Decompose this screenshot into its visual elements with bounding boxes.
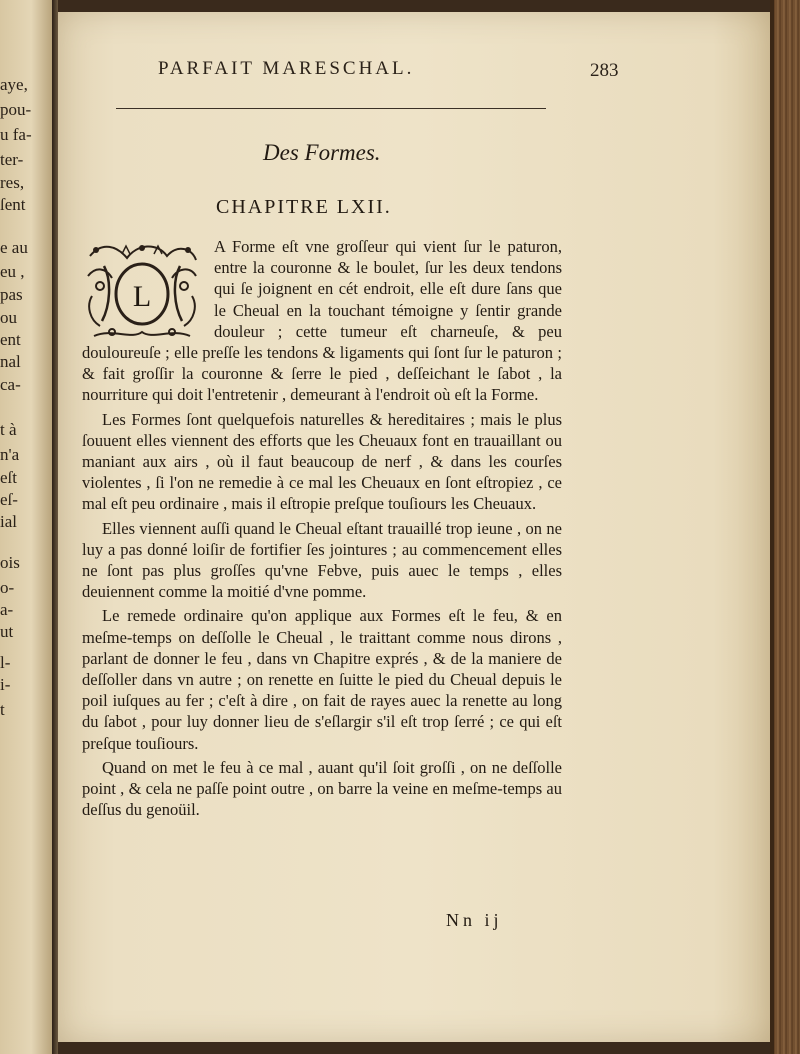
facing-page-fragment: t à (0, 420, 17, 439)
page-number: 283 (590, 60, 619, 81)
facing-page-fragment: pou- (0, 100, 32, 119)
facing-page-fragment: t (0, 700, 5, 719)
page-fore-edge (770, 0, 800, 1054)
signature-mark: Nn ij (446, 910, 503, 930)
facing-page-fragment: ſent (0, 195, 26, 214)
facing-page-edge (0, 0, 54, 1054)
facing-page-fragment: ent (0, 330, 21, 349)
paragraph-1: A Forme eſt vne groſſeur qui vient ſur le paturon, entre la couronne & le boulet, ſur les deux tendons qui ſe joignent en cét endroit, elle eſt dure ſans que le Cheual en la touchant témoigne y ſentir grande douleur ; cette tumeur eſt charneuſe, & peu douloureuſe ; elle preſſe les tendons & ligaments qui ſont ſur le paturon ; & fait groſſir la couronne & ſerre le pied , deſſeichant le ſabot , la nourriture qui doit l'entretenir , demeurant à l'endroit où eſt la Forme. (82, 237, 562, 405)
facing-page-fragment: eu , (0, 262, 25, 281)
facing-page-fragment: ou (0, 308, 17, 327)
facing-page-fragment: aye, (0, 75, 28, 94)
facing-page-fragment: ca- (0, 375, 21, 394)
facing-page-fragment: ois (0, 553, 20, 572)
facing-page-fragment: e au (0, 238, 28, 257)
drop-cap-letter: L (132, 280, 152, 313)
facing-page-fragment: n'a (0, 445, 20, 464)
running-head: PARFAIT MARESCHAL. (158, 58, 415, 79)
facing-page-fragment: ter- (0, 150, 24, 169)
facing-page-fragment: u fa- (0, 125, 32, 144)
facing-page-fragment: l- (0, 653, 11, 672)
paragraph-2: Les Formes ſont quelquefois naturelles & hereditaires ; mais le plus ſouuent elles viennent des efforts que les Cheuaux font en trauaillant ou maniant aux airs , où il faut beaucoup de nerf , & dans les courſes violentes , ſi l'on ne remedie à ce mal les Cheuaux en ſont eſtropiez , ce mal eſt peu ordinaire , mais il eſtropie preſque touſiours les Cheuaux. (82, 409, 562, 514)
section-title: Des Formes. (263, 140, 381, 165)
paragraph-5: Quand on met le feu à ce mal , auant qu'il ſoit groſſi , on ne deſſolle point , & cela ne paſſe point outre , on barre la veine en meſme-temps au deſſus du genoüil. (82, 757, 562, 820)
facing-page-fragment: ut (0, 622, 14, 641)
facing-page-fragment: res, (0, 173, 25, 192)
facing-page-fragment: pas (0, 285, 23, 304)
facing-page-fragment: i- (0, 675, 11, 694)
book-page (58, 12, 770, 1042)
facing-page-fragment: eſ- (0, 490, 18, 509)
paragraph-4: Le remede ordinaire qu'on applique aux Formes eſt le feu, & en meſme-temps on deſſolle le Cheual , le traittant comme nous dirons , parlant de donner le feu , dans vn Chapitre exprés , & de la maniere de deſſoller dans vn autre ; on renette en ſuitte le pied du Cheual depuis le poil iuſques au fer ; c'eſt à dire , on fait de rayes auec la renette au long du ſabot , pour luy donner lieu de s'eſlargir s'il eſt trop ſerré ; ce qui eſt preſque touſiours. (82, 606, 562, 753)
facing-page-fragment: ial (0, 512, 17, 531)
chapter-body (82, 236, 562, 823)
facing-page-fragment: o- (0, 578, 15, 597)
header-rule (116, 108, 546, 109)
paragraph-3: Elles viennent auſſi quand le Cheual eſtant trauaillé trop ieune , on ne luy a pas donné loiſir de fortifier ſes jointures ; au commencement elles ne ſont pas plus groſſes qu'vne Febve, puis auec le temps , elles deuiennent comme la moitié d'vne pomme. (82, 518, 562, 602)
facing-page-fragment: a- (0, 600, 14, 619)
facing-page-fragment: eſt (0, 468, 17, 487)
chapter-heading: CHAPITRE LXII. (216, 196, 392, 218)
facing-page-fragment: nal (0, 352, 21, 371)
